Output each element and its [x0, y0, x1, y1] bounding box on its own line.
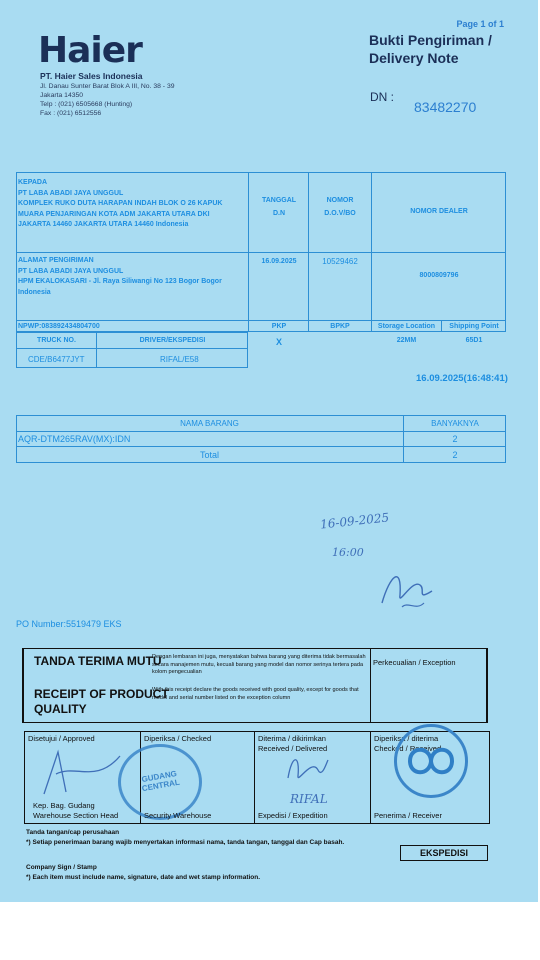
tanggal-sub: D.N: [272, 210, 286, 217]
recipient-label: KEPADA: [18, 179, 48, 186]
driver-label: DRIVER/EKSPEDISI: [139, 337, 206, 344]
recipient-address: KOMPLEK RUKO DUTA HARAPAN INDAH BLOK O 26 KAPUK: [18, 200, 223, 207]
divider: [248, 172, 249, 332]
title-line: Bukti Pengiriman /: [369, 32, 492, 48]
dn-number: 83482270: [414, 99, 477, 115]
shipping-name: PT LABA ABADI JAYA UNGGUL: [18, 267, 124, 275]
haier-logo: Haier: [38, 30, 142, 71]
storage-label: Storage Location: [377, 323, 436, 330]
nomor-header: [309, 194, 371, 220]
receiver-stamp-logo-icon: [402, 740, 460, 782]
handwritten-signature-icon: [372, 555, 442, 615]
shipping-point-value: 65D1: [465, 337, 483, 344]
recipient-address: JAKARTA 14460 JAKARTA UTARA 14460 Indonesia: [18, 221, 189, 228]
copy-label: EKSPEDISI: [400, 845, 488, 861]
driver-name: RIFAL/E58: [160, 355, 199, 364]
exception-label: Perkecualian / Exception: [373, 658, 456, 667]
footer-note1: *) Setiap penerimaan barang wajib menyertakan informasi nama, tanda tangan, tanggal dan Cap basah.: [26, 839, 345, 846]
shipping-block: [18, 256, 222, 298]
receipt-title-id: TANDA TERIMA MUTU: [34, 654, 162, 668]
address-line: Jl. Danau Sunter Barat Blok A III, No. 38 - 39: [40, 83, 175, 90]
company-address: [40, 82, 175, 118]
stamp-text: GUDANG CENTRAL: [140, 769, 181, 794]
recipient-name: PT LABA ABADI JAYA UNGGUL: [18, 189, 124, 197]
document-title: [369, 31, 492, 67]
shipping-point-label: Shipping Point: [449, 323, 499, 330]
receiver-check-line: Diperiksa / diterima: [374, 734, 439, 743]
handwritten-date: 16-09-2025: [319, 510, 390, 532]
approved-role: [33, 801, 118, 820]
receipt-title-line: QUALITY: [34, 702, 87, 716]
do-number: 10529462: [322, 257, 358, 266]
checked-label: Diperiksa / Checked: [144, 734, 212, 743]
bpkp-label: BPKP: [330, 323, 350, 330]
receipt-text-en: With this receipt declare the goods received with good quality, except for goods that model and serial number listed on the exception column: [152, 687, 359, 701]
divider: [16, 252, 506, 253]
tanggal-header: [250, 194, 308, 220]
dealer-number: 8000809796: [419, 272, 459, 279]
po-number: PO Number:5519479 EKS: [16, 619, 122, 629]
receipt-text-id: Dengan lembaran ini juga, menyatakan bahwa barang yang diterima tidak bermasalah secara manajemen mutu, kecuali barang yang model dan nomor serinya tertera pada kolom pengecualian: [152, 654, 366, 675]
col-nama-barang: NAMA BARANG: [180, 419, 239, 428]
divider: [16, 320, 506, 321]
divider: [16, 446, 506, 447]
received-role: Expedisi / Expedition: [258, 811, 328, 820]
item-name: AQR-DTM265RAV(MX):IDN: [18, 434, 131, 444]
pkp-value: X: [275, 337, 282, 347]
address-line: Jakarta 14350: [40, 92, 84, 99]
shipping-label: ALAMAT PENGIRIMAN: [18, 257, 94, 264]
received-line: Received / Delivered: [258, 744, 328, 753]
shipping-address: HPM EKALOKASARI - Jl. Raya Siliwangi No 123 Bogor Bogor: [18, 278, 222, 285]
receiver-signature-name: RIFAL: [290, 792, 328, 806]
divider: [370, 648, 371, 723]
address-line: Fax : (021) 6512556: [40, 110, 102, 117]
storage-value: 22MM: [396, 337, 417, 344]
dn-label: DN :: [370, 90, 394, 104]
received-line: Diterima / dikirimkan: [258, 734, 326, 743]
recipient-block: [18, 178, 222, 231]
divider: [254, 731, 255, 824]
delivery-date: 16.09.2025: [261, 258, 297, 265]
footer-note2: *) Each item must include name, signature, date and wet stamp information.: [26, 874, 261, 881]
print-timestamp: 16.09.2025(16:48:41): [416, 373, 508, 384]
delivery-signature-icon: [282, 748, 332, 788]
nomor-label: NOMOR: [326, 197, 354, 204]
nomor-sub: D.O.V/BO: [324, 210, 356, 217]
col-banyaknya: BANYAKNYA: [431, 419, 479, 428]
tanggal-label: TANGGAL: [261, 197, 297, 204]
approved-role-line: Warehouse Section Head: [33, 810, 119, 820]
approved-role-line: Kep. Bag. Gudang: [33, 801, 95, 810]
shipping-address: Indonesia: [18, 288, 51, 296]
total-label: Total: [199, 450, 219, 460]
npwp: NPWP:083892434804700: [18, 323, 100, 330]
truck-number: CDE/B6477JYT: [28, 355, 85, 364]
pkp-label: PKP: [271, 323, 287, 330]
divider: [16, 431, 506, 432]
divider: [371, 172, 372, 332]
receipt-title-line: RECEIPT OF PRODUCT: [34, 687, 169, 701]
divider: [370, 731, 371, 824]
recipient-address: MUARA PENJARINGAN KOTA ADM JAKARTA UTARA DKI: [18, 210, 210, 218]
company-name: PT. Haier Sales Indonesia: [40, 71, 143, 81]
approved-label: Disetujui / Approved: [28, 734, 95, 743]
item-qty: 2: [452, 434, 458, 444]
total-qty: 2: [452, 450, 458, 460]
receipt-title-en: [34, 687, 169, 717]
page-number: Page 1 of 1: [456, 19, 504, 29]
checked-role: Security Warehouse: [144, 811, 212, 820]
receiver-check-line: Checked / Received: [374, 744, 442, 753]
approver-signature-icon: [36, 744, 126, 800]
title-line: Delivery Note: [369, 50, 459, 66]
footer-note2-title: Company Sign / Stamp: [26, 864, 97, 871]
divider: [16, 348, 248, 349]
footer-note1-title: Tanda tangan/cap perusahaan: [26, 829, 120, 836]
truck-label: TRUCK NO.: [37, 337, 76, 344]
receiver-role: Penerima / Receiver: [374, 811, 442, 820]
address-line: Telp : (021) 6505668 (Hunting): [40, 101, 133, 108]
dealer-header: NOMOR DEALER: [410, 208, 468, 215]
handwritten-time: 16:00: [332, 546, 364, 559]
